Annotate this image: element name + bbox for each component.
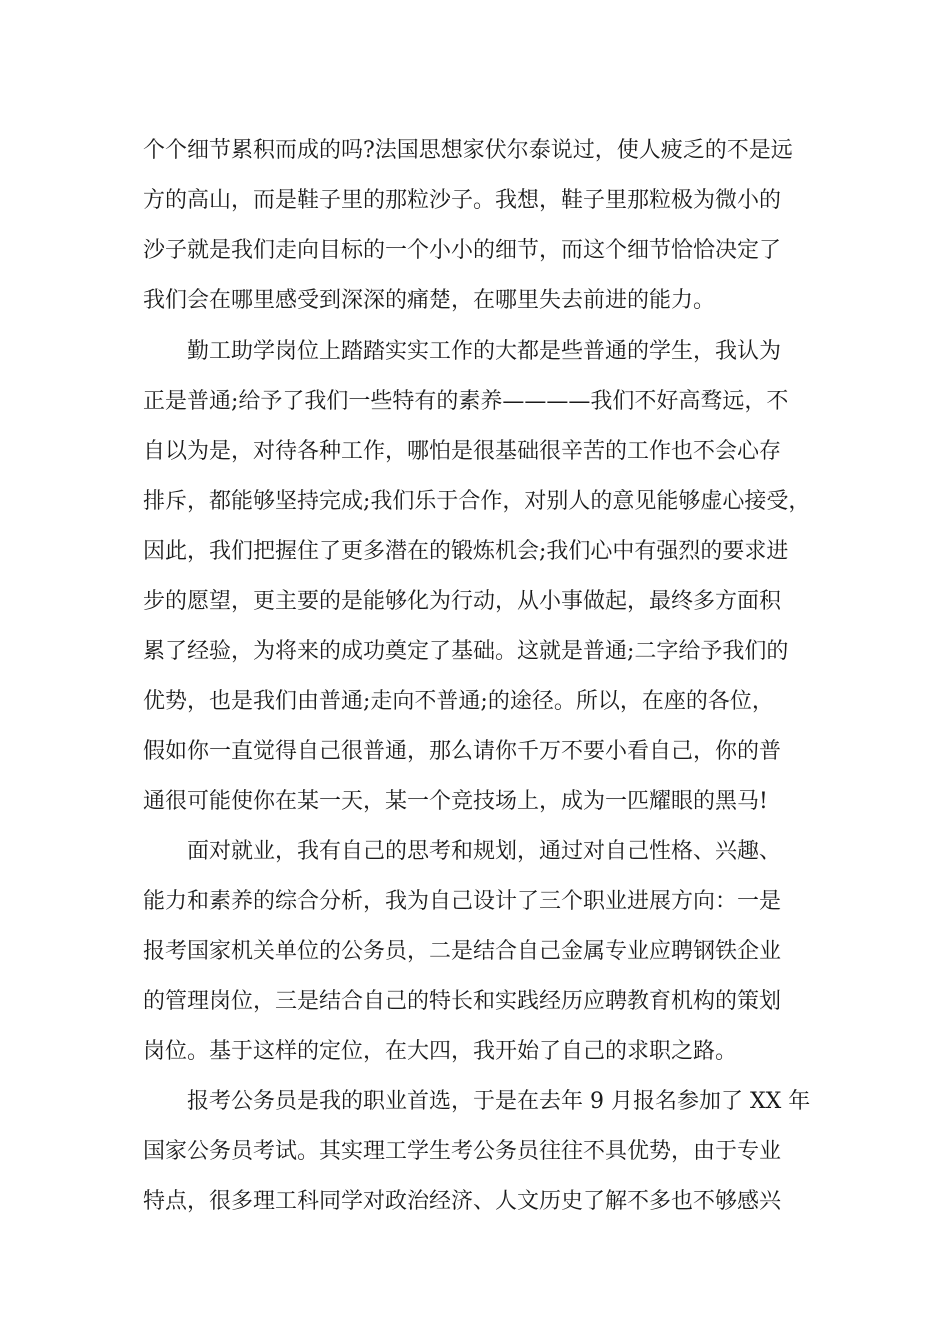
text-line: 报考国家机关单位的公务员，二是结合自己金属专业应聘钢铁企业 — [143, 939, 782, 964]
text-line: 的管理岗位，三是结合自己的特长和实践经历应聘教育机构的策划 — [143, 989, 782, 1014]
text-line: 国家公务员考试。其实理工学生考公务员往往不具优势，由于专业 — [143, 1139, 782, 1164]
paragraph-first-line: 勤工助学岗位上踏踏实实工作的大都是些普通的学生，我认为 — [187, 339, 782, 364]
text-line: 步的愿望，更主要的是能够化为行动，从小事做起，最终多方面积 — [143, 589, 782, 614]
text-line: 累了经验，为将来的成功奠定了基础。这就是普通;二字给予我们的 — [143, 639, 789, 664]
text-line: 通很可能使你在某一天，某一个竞技场上，成为一匹耀眼的黑马! — [143, 789, 768, 814]
text-line: 方的高山，而是鞋子里的那粒沙子。我想，鞋子里那粒极为微小的 — [143, 188, 782, 213]
text-line: 沙子就是我们走向目标的一个小小的细节，而这个细节恰恰决定了 — [143, 238, 782, 263]
text-line: 自以为是，对待各种工作，哪怕是很基础很辛苦的工作也不会心存 — [143, 439, 782, 464]
paragraph-first-line: 报考公务员是我的职业首选，于是在去年 9 月报名参加了 XX 年 — [187, 1089, 811, 1114]
text-line: 排斥，都能够坚持完成;我们乐于合作，对别人的意见能够虚心接受， — [143, 489, 811, 514]
paragraph-first-line: 面对就业，我有自己的思考和规划，通过对自己性格、兴趣、 — [187, 839, 782, 864]
text-line: 因此，我们把握住了更多潜在的锻炼机会;我们心中有强烈的要求进 — [143, 539, 789, 564]
text-line: 能力和素养的综合分析，我为自己设计了三个职业进展方向：一是 — [143, 889, 782, 914]
text-line: 我们会在哪里感受到深深的痛楚，在哪里失去前进的能力。 — [143, 288, 716, 313]
text-line: 假如你一直觉得自己很普通，那么请你千万不要小看自己，你的普 — [143, 739, 782, 764]
text-line: 特点，很多理工科同学对政治经济、人文历史了解不多也不够感兴 — [143, 1189, 782, 1214]
text-line: 岗位。基于这样的定位，在大四，我开始了自己的求职之路。 — [143, 1039, 738, 1064]
text-line: 个个细节累积而成的吗?法国思想家伏尔泰说过，使人疲乏的不是远 — [143, 138, 793, 163]
text-line: 正是普通;给予了我们一些特有的素养————我们不好高骛远，不 — [143, 389, 789, 414]
text-line: 优势，也是我们由普通;走向不普通;的途径。所以，在座的各位， — [143, 689, 774, 714]
